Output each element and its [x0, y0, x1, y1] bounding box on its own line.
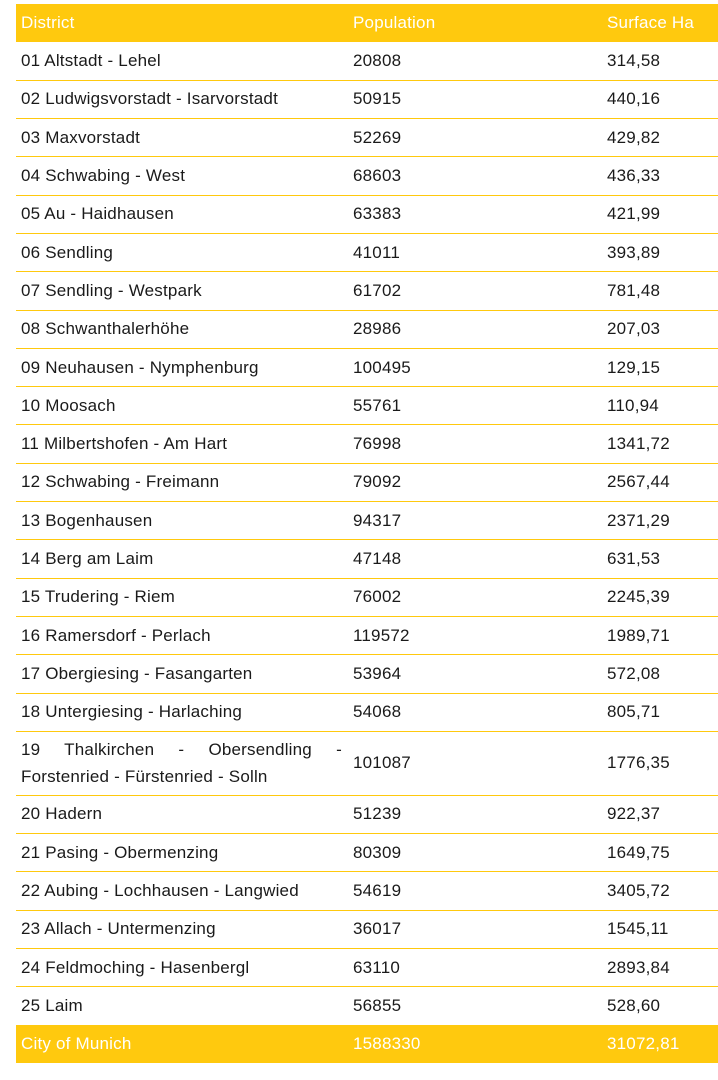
surface-cell: 110,94 — [602, 387, 718, 425]
district-cell: 17 Obergiesing - Fasangarten — [16, 655, 348, 693]
population-cell: 36017 — [348, 910, 602, 948]
population-cell: 28986 — [348, 310, 602, 348]
district-cell: 01 Altstadt - Lehel — [16, 42, 348, 80]
table-row — [16, 987, 718, 1025]
population-cell: 76002 — [348, 578, 602, 616]
district-cell: 20 Hadern — [16, 795, 348, 833]
population-cell: 76998 — [348, 425, 602, 463]
population-cell: 101087 — [348, 731, 602, 795]
population-cell: 20808 — [348, 42, 602, 80]
district-cell: 22 Aubing - Lochhausen - Langwied — [16, 872, 348, 910]
header-surface: Surface Ha — [607, 13, 695, 32]
surface-cell: 2245,39 — [602, 578, 718, 616]
table-row — [16, 949, 718, 987]
header-district: District — [21, 13, 75, 32]
table-row — [16, 540, 718, 578]
total-district: City of Munich — [21, 1034, 132, 1054]
surface-cell: 631,53 — [602, 540, 718, 578]
district-cell: 18 Untergiesing - Harlaching — [16, 693, 348, 731]
table-row — [16, 910, 718, 948]
district-cell: 10 Moosach — [16, 387, 348, 425]
surface-cell: 572,08 — [602, 655, 718, 693]
district-table-container — [16, 4, 718, 1063]
population-cell: 53964 — [348, 655, 602, 693]
table-row — [16, 731, 718, 795]
population-cell: 100495 — [348, 348, 602, 386]
population-cell: 54619 — [348, 872, 602, 910]
district-cell: 11 Milbertshofen - Am Hart — [16, 425, 348, 463]
population-cell: 94317 — [348, 502, 602, 540]
table-row — [16, 195, 718, 233]
population-cell: 54068 — [348, 693, 602, 731]
table-footer — [16, 1025, 718, 1063]
surface-cell: 436,33 — [602, 157, 718, 195]
population-cell: 51239 — [348, 795, 602, 833]
surface-cell: 781,48 — [602, 272, 718, 310]
population-cell: 55761 — [348, 387, 602, 425]
table-body — [16, 42, 718, 1025]
population-cell: 79092 — [348, 463, 602, 501]
total-population: 1588330 — [353, 1034, 421, 1054]
district-cell: 16 Ramersdorf - Perlach — [16, 616, 348, 654]
table-row — [16, 463, 718, 501]
surface-cell: 1341,72 — [602, 425, 718, 463]
total-surface: 31072,81 — [607, 1034, 680, 1054]
table-row — [16, 502, 718, 540]
population-cell: 56855 — [348, 987, 602, 1025]
surface-cell: 314,58 — [602, 42, 718, 80]
population-cell: 52269 — [348, 119, 602, 157]
population-cell: 47148 — [348, 540, 602, 578]
surface-cell: 2567,44 — [602, 463, 718, 501]
district-cell: 23 Allach - Untermenzing — [16, 910, 348, 948]
table-row — [16, 616, 718, 654]
district-cell: 02 Ludwigsvorstadt - Isarvorstadt — [16, 80, 348, 118]
table-row — [16, 387, 718, 425]
table-row — [16, 872, 718, 910]
surface-cell: 2893,84 — [602, 949, 718, 987]
district-cell: 08 Schwanthalerhöhe — [16, 310, 348, 348]
total-row — [16, 1025, 718, 1063]
district-cell: 14 Berg am Laim — [16, 540, 348, 578]
district-cell: 09 Neuhausen - Nymphenburg — [16, 348, 348, 386]
table-row — [16, 233, 718, 271]
population-cell: 63383 — [348, 195, 602, 233]
surface-cell: 528,60 — [602, 987, 718, 1025]
surface-cell: 922,37 — [602, 795, 718, 833]
district-cell: 21 Pasing - Obermenzing — [16, 834, 348, 872]
surface-cell: 393,89 — [602, 233, 718, 271]
surface-cell: 129,15 — [602, 348, 718, 386]
district-cell: 07 Sendling - Westpark — [16, 272, 348, 310]
surface-cell: 1545,11 — [602, 910, 718, 948]
surface-cell: 1989,71 — [602, 616, 718, 654]
surface-cell: 421,99 — [602, 195, 718, 233]
table-row — [16, 578, 718, 616]
surface-cell: 1776,35 — [602, 731, 718, 795]
table-row — [16, 42, 718, 80]
header-row — [16, 4, 718, 42]
table-row — [16, 834, 718, 872]
population-cell: 80309 — [348, 834, 602, 872]
district-cell: 12 Schwabing - Freimann — [16, 463, 348, 501]
district-cell: 03 Maxvorstadt — [16, 119, 348, 157]
population-cell: 63110 — [348, 949, 602, 987]
table-row — [16, 693, 718, 731]
table-row — [16, 425, 718, 463]
surface-cell: 1649,75 — [602, 834, 718, 872]
table-header — [16, 4, 718, 42]
population-cell: 61702 — [348, 272, 602, 310]
surface-cell: 805,71 — [602, 693, 718, 731]
district-cell: 13 Bogenhausen — [16, 502, 348, 540]
population-cell: 41011 — [348, 233, 602, 271]
surface-cell: 2371,29 — [602, 502, 718, 540]
surface-cell: 440,16 — [602, 80, 718, 118]
district-cell: 19 Thalkirchen - Obersendling - Forstenried - Fürstenried - Solln — [16, 731, 348, 795]
surface-cell: 3405,72 — [602, 872, 718, 910]
surface-cell: 207,03 — [602, 310, 718, 348]
district-cell: 04 Schwabing - West — [16, 157, 348, 195]
table-row — [16, 272, 718, 310]
district-cell: 25 Laim — [16, 987, 348, 1025]
table-row — [16, 157, 718, 195]
table-row — [16, 348, 718, 386]
population-cell: 68603 — [348, 157, 602, 195]
population-cell: 50915 — [348, 80, 602, 118]
district-table — [16, 4, 718, 1063]
table-row — [16, 795, 718, 833]
district-cell: 15 Trudering - Riem — [16, 578, 348, 616]
surface-cell: 429,82 — [602, 119, 718, 157]
table-row — [16, 655, 718, 693]
district-cell: 24 Feldmoching - Hasenbergl — [16, 949, 348, 987]
table-row — [16, 119, 718, 157]
header-population: Population — [353, 13, 436, 32]
population-cell: 119572 — [348, 616, 602, 654]
district-cell: 05 Au - Haidhausen — [16, 195, 348, 233]
district-cell: 06 Sendling — [16, 233, 348, 271]
table-row — [16, 80, 718, 118]
table-row — [16, 310, 718, 348]
